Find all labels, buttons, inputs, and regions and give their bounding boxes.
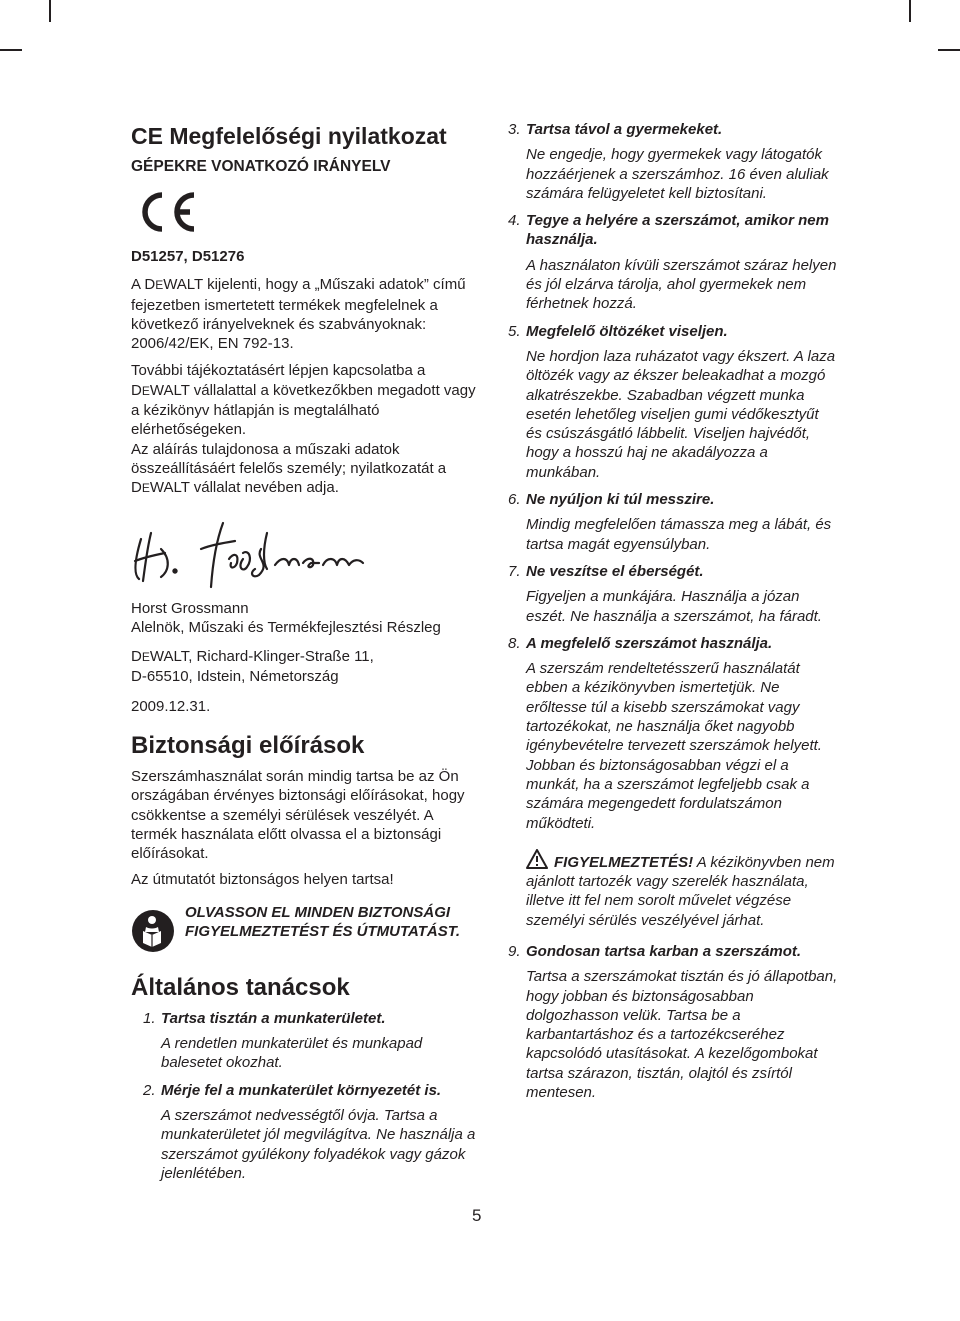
standards-text: 2006/42/EK, EN 792-13. — [131, 335, 294, 353]
safety-section-title: Biztonsági előírások — [131, 732, 365, 760]
page-number: 5 — [472, 1206, 482, 1225]
declaration-title: CE Megfelelőségi nyilatkozat — [131, 123, 447, 149]
ce-mark-icon — [134, 189, 198, 235]
address-line-1: DEWALT, Richard-Klinger-Straße 11, — [131, 648, 374, 666]
directive-subtitle: GÉPEKRE VONATKOZÓ IRÁNYELV — [131, 158, 391, 175]
tool-warning: FIGYELMEZTETÉS! A kézikönyvben nem ajánlott tartozék vagy szerelék használata, illetve itt fel nem sorolt művelet végzése személyi sérülés veszélyével járhat. — [508, 849, 838, 930]
crop-mark — [0, 49, 22, 51]
model-numbers: D51257, D51276 — [131, 248, 245, 265]
list-item: 1. Tartsa tisztán a munkaterületet. A rendetlen munkaterület és munkapad balesetet okozhat. — [143, 1009, 423, 1072]
contact-paragraph: További tájékoztatásért lépjen kapcsolatba a DEWALT vállalattal a következőkben megadott vagy a kézikönyv hátlapján is megtalálható elérhetőségeken. — [131, 362, 476, 439]
list-item: 3. Tartsa távol a gyermekeket. Ne engedje, hogy gyermekek vagy látogatók hozzáérjenek a szerszámhoz. 16 éven aluliak számára felügyeletet kell biztosítani. — [508, 121, 829, 202]
list-item: 8. A megfelelő szerszámot használja. A szerszám rendeltetésszerű használatát ebben a kézikönyvben ismertetjük. Ne erőltesse túl a kisebb szerszámokat vagy tartozékokat, ne használja őket nagyobb igénybevételre tervezett szerszámok helyett. Jobban és biztonságosabban végzi el a munkát, ha a szerszámot legfeljebb csak a számára megengedett fordulatszámon működteti. — [508, 634, 822, 832]
declaration-paragraph: A DEWALT kijelenti, hogy a „Műszaki adatok” című fejezetben ismertetett termékek megfelelnek a következő irányelveknek és szabványoknak: — [131, 276, 466, 333]
list-item: 4. Tegye a helyére a szerszámot, amikor nem használja. A használaton kívüli szerszámot száraz helyen és jól elzárva tárolja, ahol gyermekek nem férhetnek hozzá. — [508, 212, 837, 313]
right-column — [508, 120, 838, 1102]
address-line-2: D-65510, Idstein, Németország — [131, 668, 339, 686]
list-item: 5. Megfelelő öltözéket viseljen. Ne hordjon laza ruházatot vagy ékszert. A laza öltözék vagy az ékszer beleakadhat a mozgó alkatrészekbe. Szabadban végzett munka esetén lehetőleg viseljen gumi védőkesztyűt és csúszásgátló lábbelit. Viseljen hajvédőt, hogy a hosszú haj ne akadályozza a munkában. — [508, 322, 836, 481]
signer-name: Horst Grossmann — [131, 599, 249, 617]
warning-triangle-icon — [526, 849, 548, 869]
general-section-title: Általános tanácsok — [131, 973, 350, 1001]
read-manual-warning-text: OLVASSON EL MINDEN BIZTONSÁGI FIGYELMEZTETÉST ÉS ÚTMUTATÁST. — [185, 903, 460, 941]
list-item: 2. Mérje fel a munkaterület környezetét is. A szerszámot nedvességtől óvja. Tartsa a munkaterületet jól megvilágítva. Ne használja a szerszámot gyúlékony folyadékok vagy gázok jelenlétében. — [143, 1081, 476, 1182]
crop-mark — [938, 49, 960, 51]
list-item: 7. Ne veszítse el éberségét. Figyeljen a munkájára. Használja a józan eszét. Ne használja a szerszámot, ha fáradt. — [508, 562, 822, 625]
read-manual-icon — [131, 909, 175, 953]
list-item: 9. Gondosan tartsa karban a szerszámot. Tartsa a szerszámokat tisztán és jó állapotban, hogy jobban és biztonságosabban dolgozhasson velük. Tartsa be a karbantartáshoz és a tartozékcseréhez kapcsolódó utasításokat. A kezelőgombokat tartsa szárazon, tisztán, olajtól és zsírtól mentesen. — [508, 942, 838, 1102]
left-column — [131, 120, 476, 1183]
safety-keep-manual: Az útmutatót biztonságos helyen tartsa! — [131, 870, 394, 888]
signer-role: Alelnök, Műszaki és Termékfejlesztési Részleg — [131, 618, 441, 636]
list-item: 6. Ne nyúljon ki túl messzire. Mindig megfelelően támassza meg a lábát, és tartsa magát egyensúlyban. — [508, 491, 832, 553]
declaration-date: 2009.12.31. — [131, 697, 211, 715]
safety-intro: Szerszámhasználat során mindig tartsa be az Ön országában érvényes biztonsági előírásokat, hogy csökkentse a személyi sérülések veszélyét. A termék használata előtt olvassa el a biztonsági előírásokat. — [131, 768, 465, 863]
handwritten-signature — [131, 519, 381, 589]
signature-paragraph: Az aláírás tulajdonosa a műszaki adatok összeállításáért felelős személy; nyilatkozatát a DEWALT vállalat nevében adja. — [131, 440, 447, 497]
crop-mark — [49, 0, 51, 22]
crop-mark — [909, 0, 911, 22]
read-manual-warning — [131, 903, 476, 953]
